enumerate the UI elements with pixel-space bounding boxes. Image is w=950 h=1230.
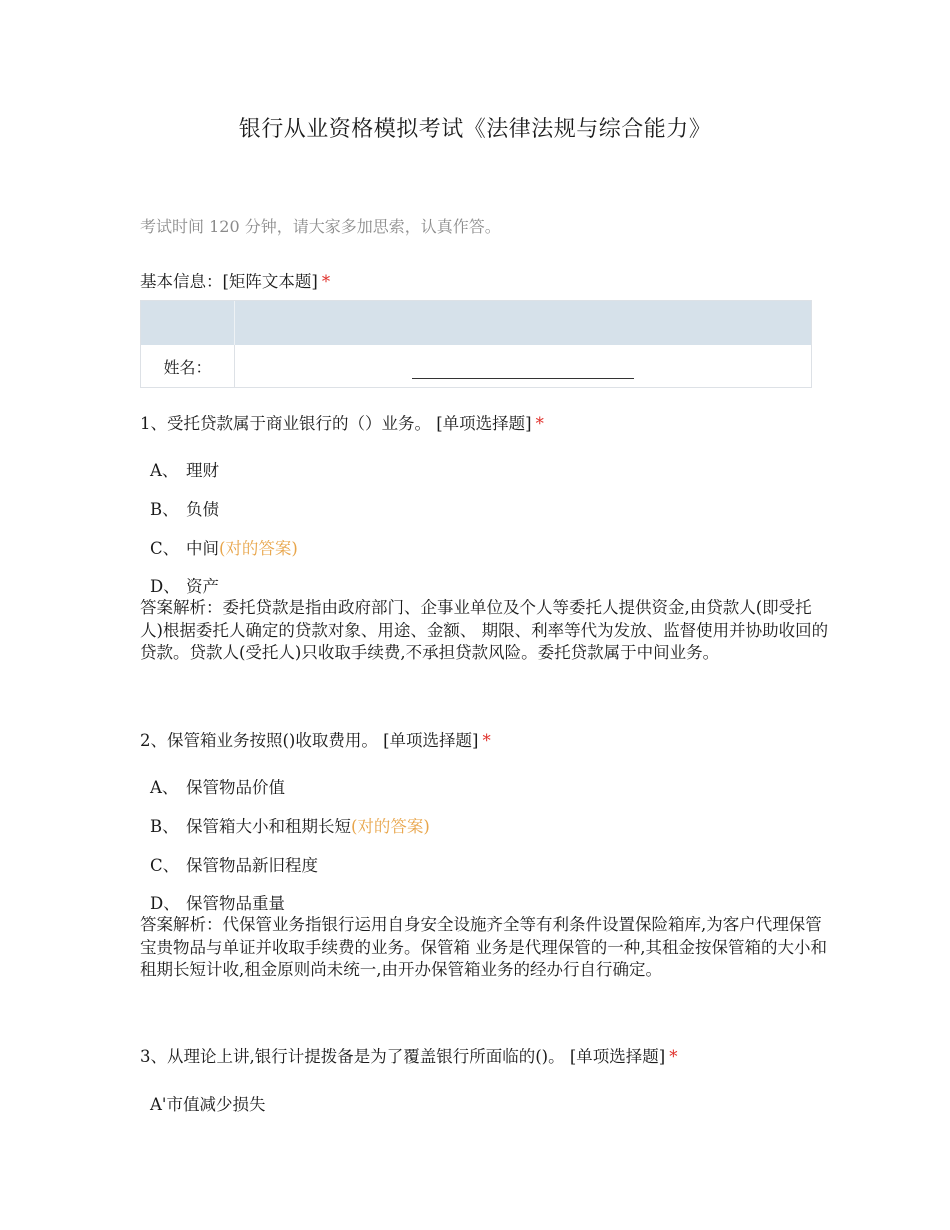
question-1-analysis: 答案解析：委托贷款是指由政府部门、企事业单位及个人等委托人提供资金,由贷款人(即受托人)根据委托人确定的贷款对象、用途、金额、 期限、利率等代为发放、监督使用并协助收回的贷款。贷款人(受托人)只收取手续费,不承担贷款风险。委托贷款属于中间业务。 (140, 598, 829, 662)
basic-info-matrix (140, 300, 812, 388)
question-3-title (140, 1043, 678, 1067)
question-2-text: 2、保管箱业务按照()收取费用。 [单项选择题] (140, 731, 479, 750)
option-letter: A' (150, 1095, 167, 1114)
option-text: 中间 (186, 539, 219, 558)
question-1-text: 1、受托贷款属于商业银行的（）业务。 [单项选择题] (140, 414, 532, 433)
question-1-option-b[interactable] (150, 496, 219, 520)
question-3-option-a[interactable] (150, 1091, 265, 1115)
question-2-option-b[interactable] (150, 813, 430, 837)
option-text: 保管箱大小和租期长短 (186, 817, 351, 836)
name-input[interactable] (235, 345, 811, 387)
matrix-header-cell (141, 301, 235, 345)
option-text: 负债 (186, 500, 219, 519)
option-text: 资产 (186, 577, 219, 596)
question-1-option-d[interactable] (150, 573, 219, 597)
option-text: 保管物品价值 (186, 778, 285, 797)
matrix-row-label: 姓名： (141, 345, 235, 387)
option-letter: B、 (150, 817, 179, 836)
basic-info-title (140, 268, 330, 292)
option-letter: D、 (150, 577, 180, 596)
option-letter: C、 (150, 856, 180, 875)
question-2-option-c[interactable] (150, 852, 318, 876)
document-title: 银行从业资格模拟考试《法律法规与综合能力》 (238, 117, 712, 142)
required-mark: * (669, 1047, 678, 1066)
question-1-option-a[interactable] (150, 457, 219, 481)
required-mark: * (482, 731, 491, 750)
matrix-header-cell (235, 301, 811, 345)
question-2-option-a[interactable] (150, 774, 285, 798)
correct-answer-note: (对的答案) (351, 817, 430, 836)
option-letter: A、 (150, 461, 179, 480)
basic-info-label: 基本信息：[矩阵文本题] (140, 272, 318, 291)
question-2-title (140, 727, 491, 751)
option-letter: B、 (150, 500, 179, 519)
required-mark: * (535, 414, 544, 433)
option-letter: C、 (150, 539, 180, 558)
question-1-title (140, 410, 544, 434)
matrix-row-name (141, 345, 811, 387)
option-letter: D、 (150, 894, 180, 913)
option-text: 理财 (186, 461, 219, 480)
question-1-option-c[interactable] (150, 535, 298, 559)
option-letter: A、 (150, 778, 179, 797)
matrix-header-row (141, 301, 811, 345)
option-text: 保管物品新旧程度 (186, 856, 318, 875)
question-2-analysis: 答案解析：代保管业务指银行运用自身安全设施齐全等有利条件设置保险箱库,为客户代理保管宝贵物品与单证并收取手续费的业务。保管箱 业务是代理保管的一种,其租金按保管箱的大小和租期长短计收,租金原则尚未统一,由开办保管箱业务的经办行自行确定。 (140, 915, 827, 979)
option-text: 市值减少损失 (166, 1095, 266, 1114)
correct-answer-note: (对的答案) (219, 539, 298, 558)
question-2-option-d[interactable] (150, 890, 285, 914)
question-3-text: 3、从理论上讲,银行计提拨备是为了覆盖银行所面临的()。 [单项选择题] (140, 1047, 666, 1066)
required-mark: * (321, 272, 331, 291)
name-blank-line[interactable] (412, 360, 634, 379)
option-text: 保管物品重量 (186, 894, 285, 913)
exam-intro: 考试时间 120 分钟，请大家多加思索，认真作答。 (140, 217, 501, 236)
